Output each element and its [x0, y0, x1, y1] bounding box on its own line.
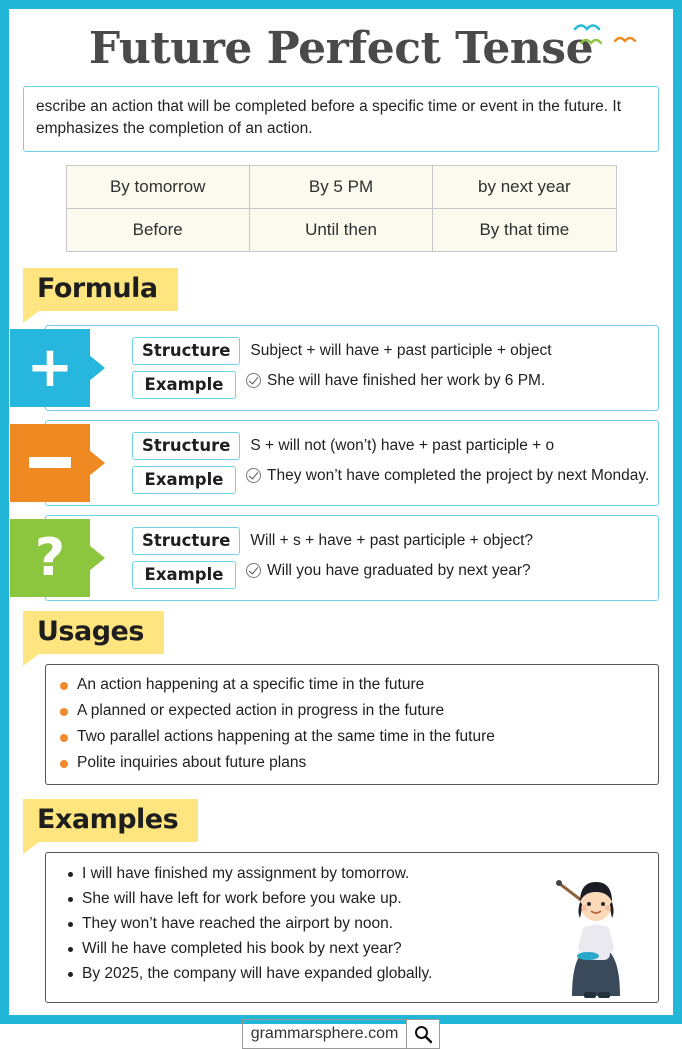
question-icon: ? — [10, 519, 90, 597]
usage-text: Polite inquiries about future plans — [77, 753, 307, 771]
example-pill: Example — [132, 466, 236, 494]
birds-icon — [571, 17, 651, 57]
structure-line — [132, 527, 650, 555]
list-item — [60, 728, 644, 746]
poster-sheet — [9, 9, 673, 1042]
usages-box — [45, 664, 659, 785]
list-item — [60, 702, 644, 720]
bullet-icon — [68, 897, 73, 902]
examples-box — [45, 852, 659, 1003]
example-text: She will have finished her work by 6 PM. — [267, 371, 546, 389]
title-block — [9, 9, 673, 80]
example-text: They won’t have completed the project by next Monday. — [267, 466, 650, 484]
page-title: Future Perfect Tense — [88, 23, 594, 74]
structure-pill: Structure — [132, 527, 240, 555]
section-label-examples: Examples — [23, 799, 198, 842]
formula-section — [9, 325, 673, 601]
bullet-icon — [60, 708, 68, 716]
keyword-cell: Before — [66, 208, 249, 251]
example-text: Will you have graduated by next year? — [267, 561, 531, 579]
plus-icon: + — [10, 329, 90, 407]
section-label-formula: Formula — [23, 268, 178, 311]
structure-line — [132, 432, 650, 460]
keyword-cell: By tomorrow — [66, 165, 249, 208]
example-pill: Example — [132, 371, 236, 399]
usage-text: An action happening at a specific time in the future — [77, 675, 425, 693]
minus-icon — [10, 424, 90, 502]
check-icon — [246, 563, 261, 578]
table-row — [66, 165, 616, 208]
example-pill: Example — [132, 561, 236, 589]
structure-pill: Structure — [132, 337, 240, 365]
bullet-icon — [68, 972, 73, 977]
formula-row-interrogative — [34, 515, 659, 601]
check-icon — [246, 468, 261, 483]
formula-row-negative — [45, 420, 659, 506]
example-text: I will have finished my assignment by tomorrow. — [82, 864, 410, 882]
bullet-icon — [60, 760, 68, 768]
section-label-usages: Usages — [23, 611, 164, 654]
bullet-icon — [68, 922, 73, 927]
keywords-table — [66, 165, 617, 252]
structure-text: Subject + will have + past participle + object — [250, 341, 552, 359]
teacher-illustration — [542, 864, 650, 1000]
bullet-icon — [68, 872, 73, 877]
example-text: By 2025, the company will have expanded globally. — [82, 964, 433, 982]
example-text: They won’t have reached the airport by noon. — [82, 914, 394, 932]
structure-pill: Structure — [132, 432, 240, 460]
list-item — [60, 754, 644, 772]
list-item — [60, 676, 644, 694]
structure-text: Will + s + have + past participle + object? — [250, 531, 534, 549]
keyword-cell: by next year — [433, 165, 616, 208]
usage-text: Two parallel actions happening at the same time in the future — [77, 727, 495, 745]
structure-text: S + will not (won’t) have + past participle + o — [250, 436, 555, 454]
formula-row-affirmative — [26, 325, 659, 411]
bullet-icon — [60, 734, 68, 742]
example-line — [132, 466, 650, 494]
example-text: Will he have completed his book by next year? — [82, 939, 402, 957]
search-icon[interactable] — [406, 1020, 439, 1048]
keyword-cell: Until then — [249, 208, 432, 251]
keyword-cell: By that time — [433, 208, 616, 251]
bullet-icon — [60, 682, 68, 690]
keyword-cell: By 5 PM — [249, 165, 432, 208]
footer — [9, 1019, 673, 1049]
example-line — [132, 371, 650, 399]
check-icon — [246, 373, 261, 388]
table-row — [66, 208, 616, 251]
site-name: grammarsphere.com — [250, 1024, 399, 1042]
bullet-icon — [68, 947, 73, 952]
example-text: She will have left for work before you wake up. — [82, 889, 402, 907]
definition-box: escribe an action that will be completed before a specific time or event in the future. It emphasizes the completion of an action. — [23, 86, 659, 152]
example-line — [132, 561, 650, 589]
footer-badge[interactable] — [242, 1019, 441, 1049]
usage-text: A planned or expected action in progress in the future — [77, 701, 445, 719]
structure-line — [132, 337, 650, 365]
